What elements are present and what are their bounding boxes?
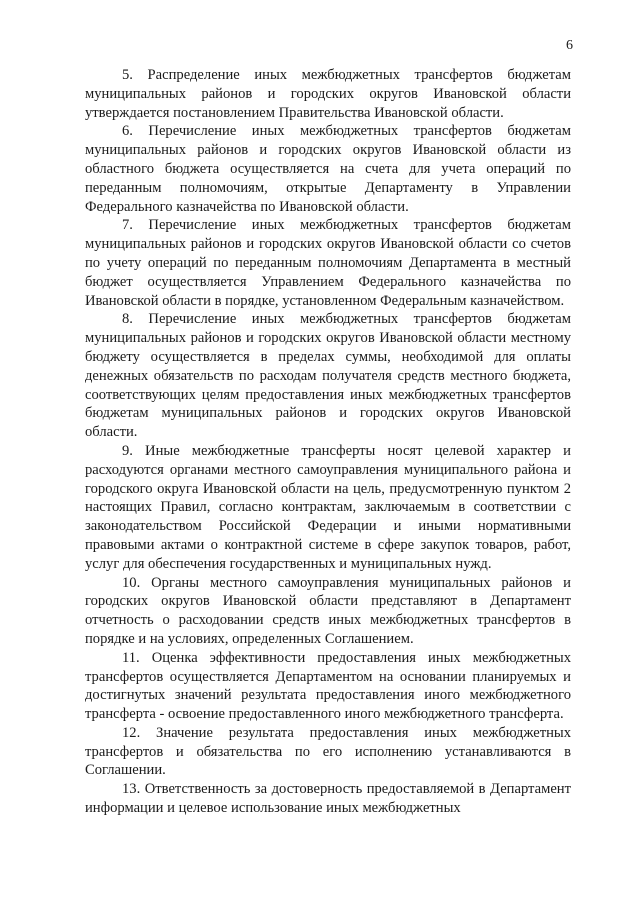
paragraph-8: 8. Перечисление иных межбюджетных трансфертов бюджетам муниципальных районов и городских округов Ивановской области местному бюджету осуществляется в пределах суммы, необходимой для оплаты денежных обязательств по расходам получателя средств местного бюджета, соответствующих целям предоставления иных межбюджетных трансфертов бюджетам муниципальных районов и городских округов Ивановской области. (85, 311, 571, 441)
paragraph-10: 10. Органы местного самоуправления муниципальных районов и городских округов Ивановской области представляют в Департамент отчетность о расходовании средств иных межбюджетных трансфертов в порядке и на условиях, определенных Соглашением. (85, 574, 571, 647)
paragraph-11: 11. Оценка эффективности предоставления иных межбюджетных трансфертов осуществляется Департаментом на основании планируемых и достигнутых значений результата предоставления иного межбюджетного трансферта - освоение предоставленного иного межбюджетного трансферта. (85, 649, 571, 723)
paragraph-6: 6. Перечисление иных межбюджетных трансфертов бюджетам муниципальных районов и городских округов Ивановской области из областного бюджета осуществляется на счета для учета операций по переданным полномочиям, открытые Департаменту в Управлении Федерального казначейства по Ивановской области. (85, 123, 571, 215)
paragraph-12: 12. Значение результата предоставления иных межбюджетных трансфертов и обязательства по его исполнению устанавливаются в Соглашении. (85, 724, 571, 779)
page-number: 6 (566, 38, 573, 53)
paragraph-7: 7. Перечисление иных межбюджетных трансфертов бюджетам муниципальных районов и городских округов Ивановской области со счетов по учету операций по переданным полномочиям Департамента в местный бюджет осуществляется Управлением Федерального казначейства по Ивановской области в порядке, установленном Федеральным казначейством. (85, 217, 571, 309)
paragraph-9: 9. Иные межбюджетные трансферты носят целевой характер и расходуются органами местного самоуправления муниципального района и городского округа Ивановской области на цель, предусмотренную пунктом 2 настоящих Правил, согласно контрактам, заключаемым в соответствии с законодательством Российской Федерации и иными нормативными правовыми актами о контрактной системе в сфере закупок товаров, работ, услуг для обеспечения государственных и муниципальных нужд. (85, 442, 571, 572)
document-body (85, 66, 571, 818)
paragraph-5: 5. Распределение иных межбюджетных трансфертов бюджетам муниципальных районов и городских округов Ивановской области утверждается постановлением Правительства Ивановской области. (85, 67, 571, 121)
paragraph-13: 13. Ответственность за достоверность предоставляемой в Департамент информации и целевое использование иных межбюджетных (85, 781, 571, 817)
